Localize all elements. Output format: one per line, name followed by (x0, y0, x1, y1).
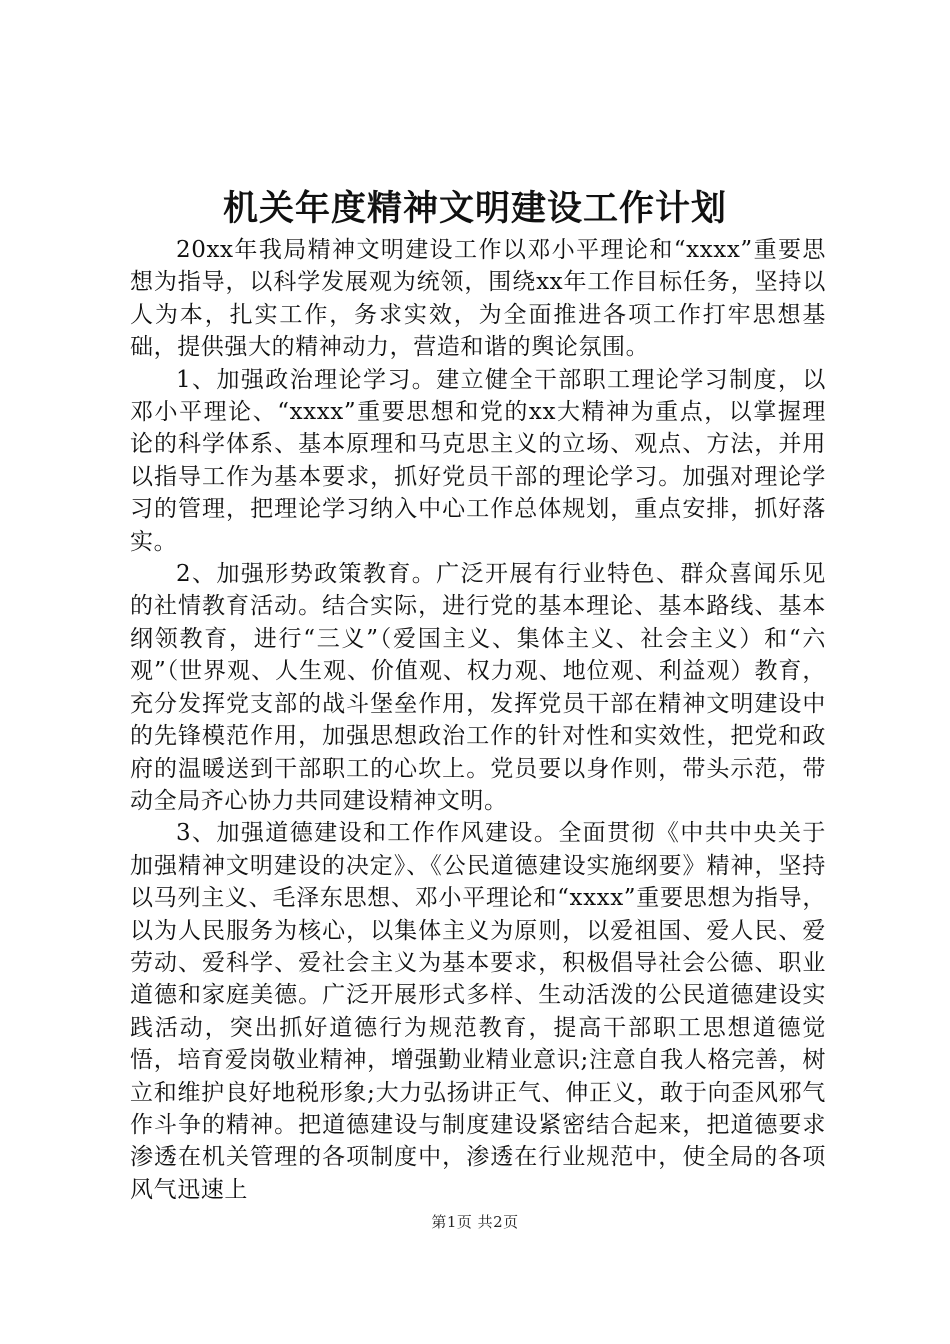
page-number-footer: 第1页 共2页 (431, 1213, 519, 1231)
intro-paragraph: 20xx年我局精神文明建设工作以邓小平理论和“xxxx”重要思想为指导，以科学发展观为统领，围绕xx年工作目标任务，坚持以人为本，扎实工作，务求实效，为全面推进各项工作打牢思想基础，提供强大的精神动力，营造和谐的舆论氛围。 (130, 237, 826, 361)
section-3-paragraph: 3、加强道德建设和工作作风建设。全面贯彻《中共中央关于加强精神文明建设的决定》、《公民道德建设实施纲要》精神，坚持以马列主义、毛泽东思想、邓小平理论和“xxxx”重要思想为指导，以为人民服务为核心，以集体主义为原则，以爱祖国、爱人民、爱劳动、爱科学、爱社会主义为基本要求，积极倡导社会公德、职业道德和家庭美德。广泛开展形式多样、生动活泼的公民道德建设实践活动，突出抓好道德行为规范教育，提高干部职工思想道德觉悟，培育爱岗敬业精神，增强勤业精业意识;注意自我人格完善，树立和维护良好地税形象;大力弘扬讲正气、伸正义，敢于向歪风邪气作斗争的精神。把道德建设与制度建设紧密结合起来，把道德要求渗透在机关管理的各项制度中，渗透在行业规范中，使全局的各项风气迅速上 (130, 820, 826, 1203)
section-2-paragraph: 2、加强形势政策教育。广泛开展有行业特色、群众喜闻乐见的社情教育活动。结合实际，进行党的基本理论、基本路线、基本纲领教育，进行“三义”（爱国主义、集体主义、社会主义）和“六观”（世界观、人生观、价值观、权力观、地位观、利益观）教育，充分发挥党支部的战斗堡垒作用，发挥党员干部在精神文明建设中的先锋模范作用，加强思想政治工作的针对性和实效性，把党和政府的温暖送到干部职工的心坎上。党员要以身作则，带头示范，带动全局齐心协力共同建设精神文明。 (130, 561, 826, 814)
document-title: 机关年度精神文明建设工作计划 (222, 189, 727, 229)
document-body (130, 234, 826, 1206)
section-1-paragraph: 1、加强政治理论学习。建立健全干部职工理论学习制度，以邓小平理论、“xxxx”重要思想和党的xx大精神为重点，以掌握理论的科学体系、基本原理和马克思主义的立场、观点、方法，并用以指导工作为基本要求，抓好党员干部的理论学习。加强对理论学习的管理，把理论学习纳入中心工作总体规划，重点安排，抓好落实。 (130, 366, 826, 555)
